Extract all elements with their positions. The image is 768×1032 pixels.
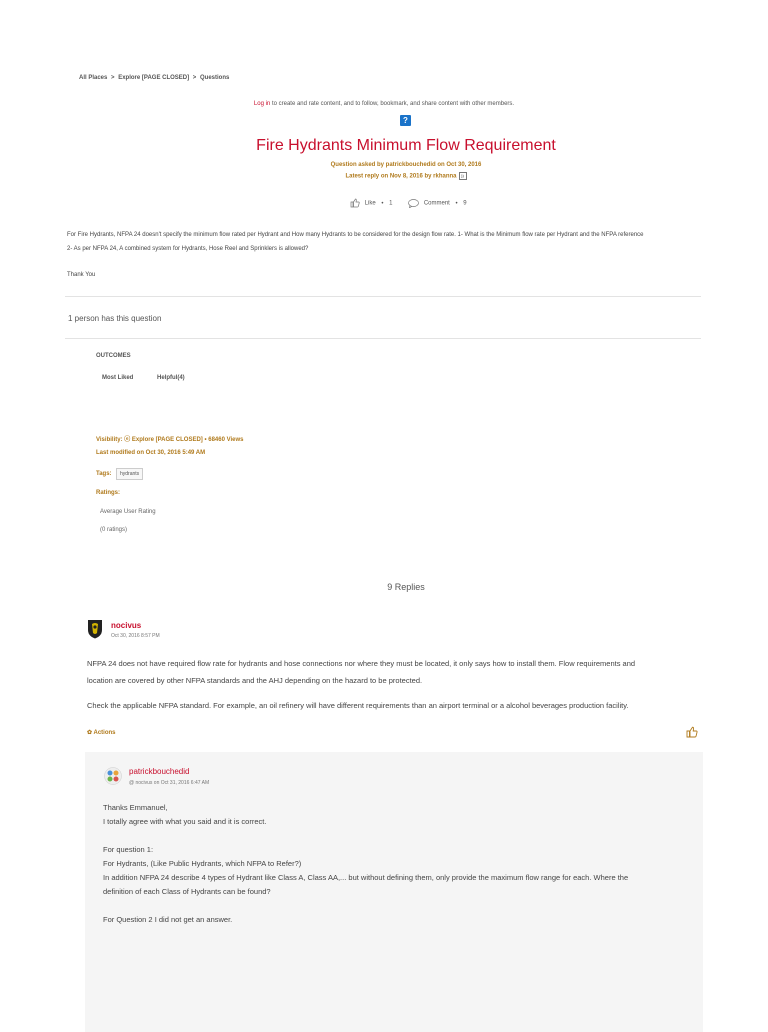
divider (65, 296, 701, 297)
latest-reply-text[interactable]: Latest reply on Nov 8, 2016 by rkhanna (345, 173, 457, 180)
reply-body-line: Check the applicable NFPA standard. For example, an oil refinery will have different requirements than an airport terminal or a alcohol beverages production facility. (87, 701, 629, 710)
breadcrumb-all-places[interactable]: All Places (79, 75, 108, 81)
reply-body (87, 655, 702, 689)
question-asked-by[interactable]: Question asked by patrickbouchedid on Oct 30, 2016 (330, 162, 482, 168)
avatar[interactable] (104, 767, 122, 785)
login-prompt (0, 101, 768, 107)
comment-icon[interactable] (408, 199, 419, 208)
breadcrumb-separator: > (111, 75, 115, 81)
breadcrumb-separator: > (192, 75, 197, 81)
reply-body-line: For Question 2 I did not get an answer. (103, 915, 233, 924)
tab-most-liked[interactable]: Most Liked (102, 375, 134, 381)
login-link[interactable]: Log in (253, 101, 271, 107)
like-label[interactable]: Like (364, 200, 376, 207)
reply-body-line: I totally agree with what you said and it is correct. (103, 817, 267, 826)
tag-chip[interactable]: hydrants (116, 468, 143, 480)
reply-body-line: For Hydrants, (Like Public Hydrants, which NFPA to Refer?) (103, 859, 302, 868)
thumb-up-icon[interactable] (686, 726, 698, 738)
ratings-label: Ratings: (96, 490, 120, 496)
comment-count: 9 (463, 200, 467, 207)
dot-separator: • (455, 200, 458, 207)
help-icon[interactable]: ? (400, 115, 411, 126)
breadcrumb-explore[interactable]: Explore [PAGE CLOSED] (118, 75, 190, 81)
actions-label: Actions (93, 730, 116, 736)
like-comment-row (350, 198, 467, 208)
question-body (67, 228, 707, 256)
latest-reply-info (0, 172, 768, 180)
page-title: Fire Hydrants Minimum Flow Requirement (256, 137, 556, 154)
replies-header: 9 Replies (387, 582, 425, 592)
reply-body-line: definition of each Class of Hydrants can be found? (103, 887, 271, 896)
visibility-info[interactable]: Visibility: ⓔ Explore [PAGE CLOSED] • 68460 Views (96, 437, 244, 443)
comment-label[interactable]: Comment (423, 200, 450, 207)
thumb-up-icon[interactable] (350, 198, 360, 208)
reply-date: @ nocivus on Oct 31, 2016 6:47 AM (129, 780, 210, 786)
reply-author[interactable]: patrickbouchedid (129, 767, 190, 776)
reply-date: Oct 30, 2016 8:57 PM (111, 633, 160, 639)
breadcrumb (79, 75, 231, 81)
reply-body-line: In addition NFPA 24 describe 4 types of Hydrant like Class A, Class AA,... but without defining them, only provide the maximum flow range for each. Where the (103, 873, 629, 882)
divider (65, 338, 701, 339)
outcomes-label: OUTCOMES (96, 353, 131, 359)
last-modified: Last modified on Oct 30, 2016 5:49 AM (96, 450, 206, 456)
gear-icon: ✿ (87, 730, 93, 736)
reply-body-line: For question 1: (103, 845, 154, 854)
reply-body-line: Thanks Emmanuel, (103, 803, 168, 812)
tags-label: Tags: (96, 471, 112, 477)
reply-body (103, 801, 703, 927)
average-user-rating: Average User Rating (100, 509, 156, 515)
actions-menu[interactable] (87, 729, 116, 736)
tab-helpful[interactable]: Helpful(4) (157, 375, 185, 381)
reply-body-line: location are covered by other NFPA standards and the AHJ depending on the hazard to be protected. (87, 676, 423, 685)
reply-body-line: NFPA 24 does not have required flow rate for hydrants and hose connections nor where they must be located, it only says how to install them. Flow requirements and (87, 659, 636, 668)
rss-icon[interactable]: )) (459, 172, 467, 180)
like-count: 1 (389, 200, 393, 207)
dot-separator: • (381, 200, 384, 207)
question-body-line: 2- As per NFPA 24, A combined system for Hydrants, Hose Reel and Sprinklers is allowed? (67, 246, 309, 252)
question-signoff: Thank You (67, 272, 96, 278)
rating-count: (0 ratings) (100, 527, 128, 533)
question-body-line: For Fire Hydrants, NFPA 24 doesn't specify the minimum flow rated per Hydrant and How many Hydrants to be considered for the design flow rate. 1- What is the Minimum flow rate per Hydrant and the NFPA reference (67, 232, 644, 238)
login-prompt-text: to create and rate content, and to follow, bookmark, and share content with other members. (271, 101, 515, 107)
has-question-count: 1 person has this question (68, 314, 162, 323)
avatar[interactable] (87, 619, 103, 639)
breadcrumb-questions[interactable]: Questions (199, 75, 230, 81)
reply-author[interactable]: nocivus (111, 621, 142, 630)
